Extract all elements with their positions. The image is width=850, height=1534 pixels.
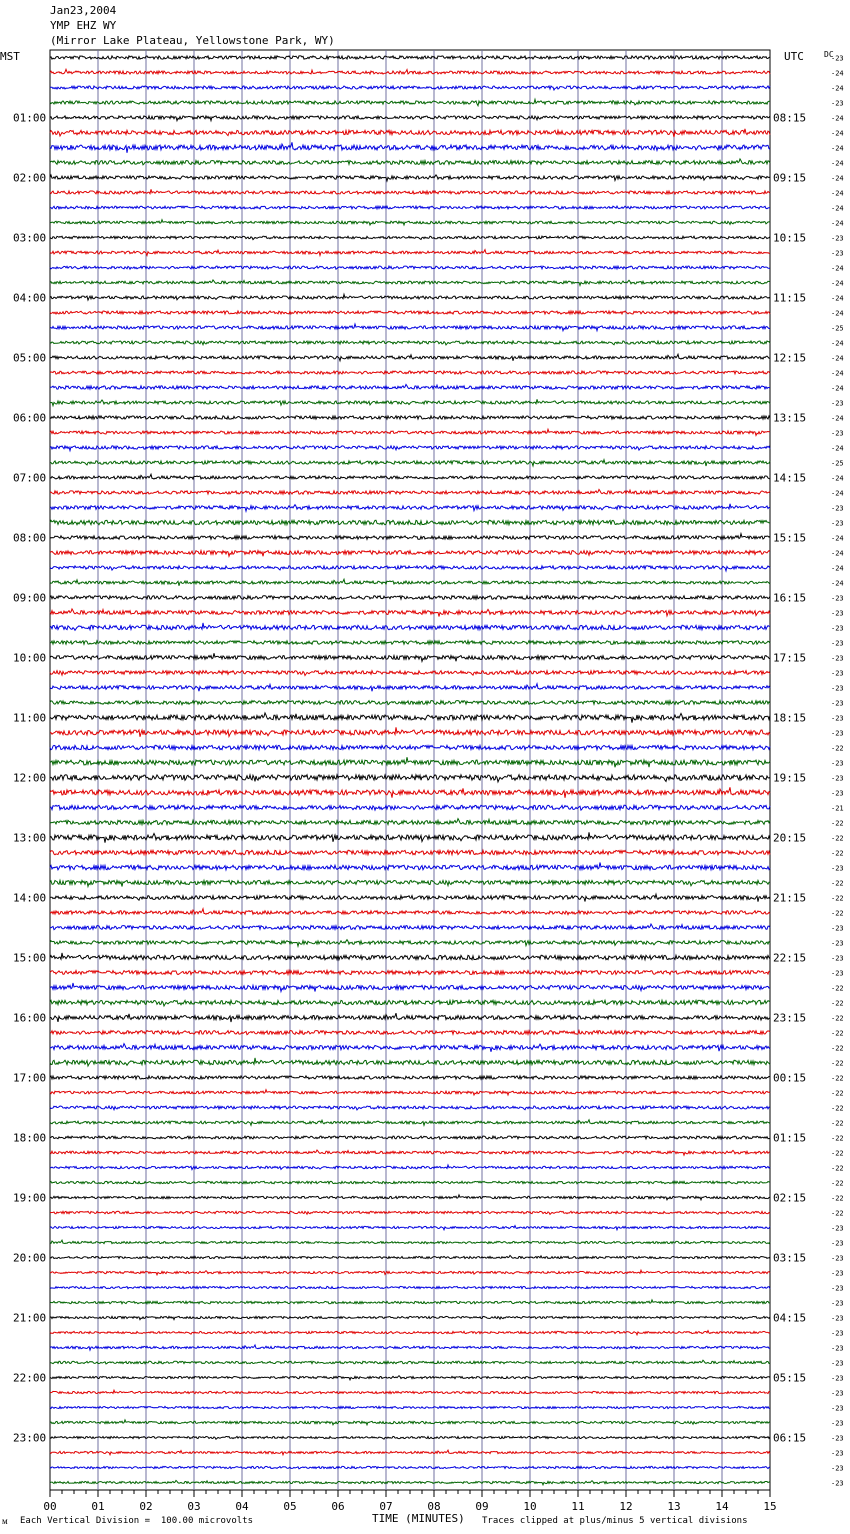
clip-note: Traces clipped at plus/minus 5 vertical divisions [482,1516,748,1526]
seismic-trace [50,504,770,511]
seismic-trace [50,805,770,810]
header-date: Jan23,2004 [50,4,117,17]
dc-offset-value: -23 [831,1449,844,1458]
dc-offset-value: -24 [831,474,844,483]
seismic-trace [50,863,770,870]
seismic-trace [50,354,770,361]
seismic-trace [50,1316,770,1319]
x-axis-title: TIME (MINUTES) [372,1512,465,1525]
seismic-trace [50,1195,770,1200]
seismic-trace [50,832,770,842]
seismic-trace [50,189,770,194]
dc-offset-value: -24 [831,144,844,153]
hour-label-utc: 03:15 [773,1251,807,1265]
x-tick-label: 00 [43,1500,57,1513]
dc-offset-value: -23 [831,774,844,783]
dc-offset-value: -23 [831,1254,844,1263]
seismic-trace [50,520,770,524]
dc-offset-value: -22 [831,879,844,888]
seismic-trace [50,1031,770,1035]
hour-label-local: 15:00 [13,951,47,965]
seismic-trace [50,579,770,586]
dc-offset-value: -24 [831,174,844,183]
seismic-trace [50,1058,770,1066]
dc-offset-value: -23 [831,789,844,798]
seismic-trace [50,1436,770,1439]
dc-offset-value: -24 [831,414,844,423]
dc-offset-value: -22 [831,1209,844,1218]
hour-label-local: 07:00 [13,471,47,485]
seismic-trace [50,489,770,494]
seismic-trace [50,1331,770,1335]
seismic-trace [50,86,770,90]
seismic-trace [50,1240,770,1244]
hour-label-local: 17:00 [13,1071,47,1085]
seismic-trace [50,1300,770,1304]
dc-offset-value: -22 [831,1044,844,1053]
seismic-trace [50,384,770,389]
seismic-trace [50,1390,770,1393]
x-tick-label: 14 [715,1500,729,1513]
dc-offset-value: -23 [831,1359,844,1368]
x-tick-label: 06 [331,1500,345,1513]
seismic-trace [50,1226,770,1230]
dc-offset-value: -23 [831,1434,844,1443]
seismic-trace [50,220,770,225]
dc-offset-value: -23 [831,54,844,63]
dc-offset-value: -22 [831,834,844,843]
seismic-trace [50,1150,770,1155]
dc-offset-value: -23 [831,1314,844,1323]
seismic-trace [50,129,770,137]
hour-label-local: 02:00 [13,171,47,185]
x-tick-label: 09 [475,1500,489,1513]
seismic-trace [50,1120,770,1126]
seismic-trace [50,206,770,209]
seismic-trace [50,953,770,960]
dc-offset-value: -23 [831,609,844,618]
dc-offset-value: -22 [831,1014,844,1023]
x-tick-label: 15 [763,1500,777,1513]
dc-offset-value: -25 [831,459,844,468]
seismic-trace [50,294,770,300]
dc-offset-value: -23 [831,1269,844,1278]
dc-offset-value: -24 [831,339,844,348]
hour-label-local: 18:00 [13,1131,47,1145]
dc-offset-value: -22 [831,1119,844,1128]
dc-offset-value: -23 [831,1329,844,1338]
dc-offset-value: -22 [831,1029,844,1038]
seismic-trace [50,1345,770,1350]
x-tick-label: 12 [619,1500,633,1513]
seismic-trace [50,159,770,165]
seismic-trace [50,684,770,692]
dc-offset-value: -24 [831,279,844,288]
seismic-trace [50,566,770,571]
seismic-trace [50,1044,770,1052]
seismic-trace [50,1090,770,1095]
seismic-trace [50,1013,770,1022]
seismic-trace [50,1136,770,1139]
dc-offset-value: -22 [831,1074,844,1083]
dc-offset-value: -23 [831,1374,844,1383]
hour-label-local: 21:00 [13,1311,47,1325]
dc-offset-value: -22 [831,984,844,993]
dc-offset-value: -23 [831,249,844,258]
dc-offset-value: -23 [831,1344,844,1353]
hour-label-local: 04:00 [13,291,47,305]
hour-label-utc: 18:15 [773,711,807,725]
seismic-trace [50,175,770,181]
dc-offset-value: -22 [831,1179,844,1188]
hour-label-utc: 02:15 [773,1191,807,1205]
dc-offset-value: -23 [831,939,844,948]
dc-offset-value: -21 [831,804,844,813]
dc-offset-value: -23 [831,1284,844,1293]
dc-offset-value: -23 [831,429,844,438]
hour-label-local: 12:00 [13,771,47,785]
seismic-trace [50,701,770,705]
dc-offset-value: -23 [831,399,844,408]
seismic-trace [50,1211,770,1214]
seismic-trace [50,609,770,617]
footer-mark: ᴍ [2,1517,8,1527]
seismic-trace [50,474,770,479]
dc-offset-value: -24 [831,204,844,213]
dc-offset-value: -24 [831,159,844,168]
dc-offset-value: -22 [831,909,844,918]
hour-label-local: 05:00 [13,351,47,365]
dc-offset-value: -24 [831,69,844,78]
dc-offset-value: -23 [831,1389,844,1398]
x-tick-label: 05 [283,1500,297,1513]
dc-offset-value: -22 [831,849,844,858]
seismic-trace [50,116,770,121]
seismic-trace [50,745,770,749]
hour-label-utc: 22:15 [773,951,807,965]
dc-offset-value: -23 [831,504,844,513]
dc-offset-value: -23 [831,1224,844,1233]
seismic-trace [50,1106,770,1110]
seismic-trace [50,713,770,723]
seismic-trace [50,641,770,645]
seismic-trace [50,551,770,557]
seismic-trace [50,1406,770,1408]
dc-offset-value: -22 [831,1149,844,1158]
dc-offset-value: -24 [831,84,844,93]
dc-offset-value: -24 [831,219,844,228]
dc-offset-value: -23 [831,729,844,738]
seismic-trace [50,940,770,947]
hour-label-utc: 11:15 [773,291,807,305]
dc-offset-value: -23 [831,234,844,243]
seismic-trace [50,1255,770,1258]
dc-offset-value: -23 [831,1479,844,1488]
x-tick-label: 11 [571,1500,585,1513]
header-location: (Mirror Lake Plateau, Yellowstone Park, WY) [50,34,335,47]
dc-offset-value: -22 [831,744,844,753]
dc-offset-value: -24 [831,114,844,123]
seismic-trace [50,534,770,540]
dc-offset-value: -22 [831,1194,844,1203]
seismic-trace [50,280,770,286]
seismic-trace [50,787,770,798]
hour-label-local: 10:00 [13,651,47,665]
dc-offset-value: -23 [831,864,844,873]
seismic-trace [50,1000,770,1006]
seismic-trace [50,983,770,992]
dc-offset-value: -23 [831,1239,844,1248]
hour-label-utc: 21:15 [773,891,807,905]
dc-offset-value: -22 [831,1104,844,1113]
seismic-trace [50,1420,770,1425]
dc-offset-value: -22 [831,1089,844,1098]
hour-label-utc: 17:15 [773,651,807,665]
dc-offset-value: -23 [831,594,844,603]
dc-offset-value: -24 [831,579,844,588]
seismic-trace [50,971,770,975]
hour-label-local: 16:00 [13,1011,47,1025]
hour-label-utc: 00:15 [773,1071,807,1085]
hour-label-utc: 15:15 [773,531,807,545]
seismic-trace [50,371,770,374]
dc-offset-value: -24 [831,354,844,363]
dc-offset-value: -24 [831,129,844,138]
seismic-trace [50,446,770,451]
dc-offset-value: -23 [831,714,844,723]
seismic-trace [50,1360,770,1364]
hour-label-utc: 12:15 [773,351,807,365]
dc-offset-value: -23 [831,759,844,768]
hour-label-local: 09:00 [13,591,47,605]
hour-label-utc: 10:15 [773,231,807,245]
hour-label-local: 14:00 [13,891,47,905]
seismic-trace [50,775,770,782]
dc-offset-value: -25 [831,324,844,333]
hour-label-local: 22:00 [13,1371,47,1385]
dc-offset-value: -22 [831,1164,844,1173]
hour-label-utc: 20:15 [773,831,807,845]
seismic-trace [50,311,770,314]
dc-offset-value: -23 [831,624,844,633]
seismic-trace [50,399,770,405]
dc-offset-value: -23 [831,684,844,693]
dc-offset-value: -22 [831,894,844,903]
dc-offset-value: -23 [831,969,844,978]
seismic-trace [50,623,770,630]
hour-label-utc: 14:15 [773,471,807,485]
dc-offset-value: -24 [831,264,844,273]
seismic-trace [50,909,770,915]
dc-offset-value: -24 [831,534,844,543]
seismic-trace [50,653,770,661]
seismic-trace [50,850,770,854]
seismic-trace [50,1181,770,1183]
left-timezone-label: MST [0,50,20,63]
seismic-trace [50,99,770,105]
seismic-trace [50,727,770,737]
x-tick-label: 03 [187,1500,201,1513]
x-tick-label: 07 [379,1500,393,1513]
x-tick-label: 02 [139,1500,153,1513]
hour-label-local: 23:00 [13,1431,47,1445]
hour-label-utc: 23:15 [773,1011,807,1025]
header-station: YMP EHZ WY [50,19,117,32]
dc-offset-value: -23 [831,654,844,663]
seismic-trace [50,924,770,930]
dc-offset-value: -23 [831,1404,844,1413]
dc-offset-value: -23 [831,1299,844,1308]
seismic-trace [50,69,770,74]
seismic-trace [50,1480,770,1484]
dc-offset-value: -23 [831,99,844,108]
hour-label-utc: 06:15 [773,1431,807,1445]
dc-offset-value: -24 [831,444,844,453]
dc-offset-value: -24 [831,549,844,558]
seismic-trace [50,324,770,331]
hour-label-utc: 08:15 [773,111,807,125]
dc-offset-value: -22 [831,1134,844,1143]
hour-label-utc: 09:15 [773,171,807,185]
seismic-trace [50,266,770,269]
dc-offset-value: -23 [831,954,844,963]
seismic-trace [50,1376,770,1380]
hour-label-local: 20:00 [13,1251,47,1265]
seismic-trace [50,596,770,600]
x-tick-label: 01 [91,1500,105,1513]
hour-label-utc: 13:15 [773,411,807,425]
hour-label-local: 03:00 [13,231,47,245]
hour-label-utc: 04:15 [773,1311,807,1325]
dc-offset-value: -24 [831,189,844,198]
hour-label-utc: 19:15 [773,771,807,785]
hour-label-local: 08:00 [13,531,47,545]
seismic-trace [50,894,770,901]
x-tick-label: 04 [235,1500,249,1513]
dc-offset-value: -24 [831,384,844,393]
dc-offset-value: -24 [831,564,844,573]
dc-offset-value: -24 [831,309,844,318]
seismic-trace [50,429,770,435]
x-tick-label: 13 [667,1500,681,1513]
hour-label-utc: 16:15 [773,591,807,605]
hour-label-local: 11:00 [13,711,47,725]
dc-offset-value: -23 [831,639,844,648]
dc-offset-value: -23 [831,669,844,678]
seismic-trace [50,1270,770,1275]
seismic-trace [50,757,770,767]
hour-label-local: 01:00 [13,111,47,125]
seismic-trace [50,460,770,466]
seismic-trace [50,1076,770,1079]
right-timezone-label: UTC [784,50,804,63]
dc-offset-value: -22 [831,999,844,1008]
seismic-trace [50,1466,770,1468]
seismic-trace [50,142,770,153]
dc-offset-value: -24 [831,369,844,378]
dc-offset-value: -23 [831,699,844,708]
dc-offset-value: -23 [831,519,844,528]
dc-offset-value: -22 [831,819,844,828]
hour-label-local: 19:00 [13,1191,47,1205]
seismic-trace [50,1450,770,1455]
seismic-trace [50,416,770,419]
dc-offset-value: -23 [831,1419,844,1428]
hour-label-utc: 05:15 [773,1371,807,1385]
seismic-trace [50,819,770,825]
seismic-trace [50,880,770,886]
dc-offset-value: -22 [831,1059,844,1068]
seismic-trace [50,671,770,676]
seismic-trace [50,341,770,345]
dc-offset-value: -24 [831,489,844,498]
dc-offset-value: -23 [831,1464,844,1473]
seismic-trace [50,250,770,256]
hour-label-local: 13:00 [13,831,47,845]
seismic-trace [50,1165,770,1170]
dc-offset-value: -23 [831,924,844,933]
dc-offset-value: -24 [831,294,844,303]
hour-label-local: 06:00 [13,411,47,425]
seismic-trace [50,56,770,59]
x-tick-label: 08 [427,1500,441,1513]
x-tick-label: 10 [523,1500,537,1513]
dc-offset-header: DC [824,50,834,59]
seismic-trace [50,236,770,239]
hour-label-utc: 01:15 [773,1131,807,1145]
scale-note: Each Vertical Division = 100.00 microvolts [20,1516,253,1526]
seismic-trace [50,1286,770,1288]
